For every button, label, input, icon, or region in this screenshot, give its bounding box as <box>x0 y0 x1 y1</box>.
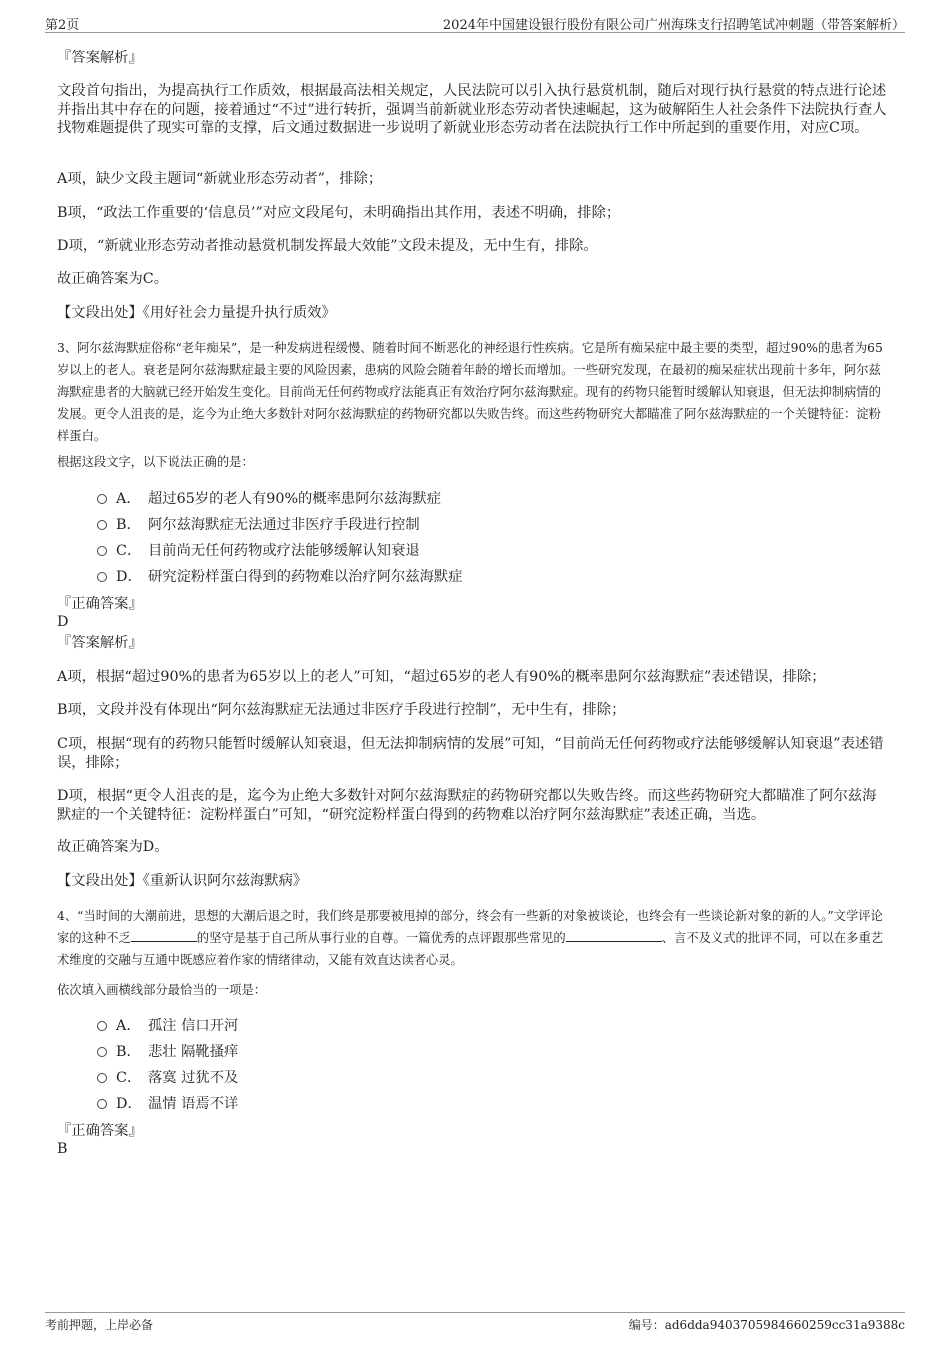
page-number: 第2页 <box>45 18 80 33</box>
q3-option-b[interactable]: B． 阿尔兹海默症无法通过非医疗手段进行控制 <box>97 516 420 534</box>
q2-conclusion: 故正确答案为C。 <box>57 271 169 287</box>
q3-analysis-label: 『答案解析』 <box>57 635 143 651</box>
q3-source: 【文段出处】《重新认识阿尔兹海默病》 <box>57 873 308 889</box>
q2-analysis-a: A项，缺少文段主题词“新就业形态劳动者”，排除； <box>57 171 383 187</box>
radio-icon[interactable] <box>97 1021 107 1031</box>
q3-passage: 3、阿尔兹海默症俗称“老年痴呆”，是一种发病进程缓慢、随着时间不断恶化的神经退行性疾病。它是所有痴呆症中最主要的类型，超过90%的患者为65岁以上的老人。衰老是阿尔兹海默症最主要的风险因素，患病的风险会随着年龄的增长而增加。一些研究发现，在最初的痴呆症状出现前十多年，阿尔兹海默症患者的大脑就已经开始发生变化。目前尚无任何药物或疗法能真正有效治疗阿尔兹海默症。现有的药物只能暂时缓解认知衰退，但无法抑制病情的发展。更令人沮丧的是，迄今为止绝大多数针对阿尔兹海默症的药物研究都以失败告终。而这些药物研究大都瞄准了阿尔兹海默症的一个关键特征：淀粉样蛋白。 <box>57 341 883 443</box>
radio-icon[interactable] <box>97 1073 107 1083</box>
q2-analysis-b: B项，“政法工作重要的‘信息员’”对应文段尾句，未明确指出其作用，表述不明确，排除； <box>57 205 621 221</box>
q3-analysis-c: C项，根据“现有的药物只能暂时缓解认知衰退，但无法抑制病情的发展”可知，“目前尚无任何药物或疗法能够缓解认知衰退”表述错误，排除； <box>57 736 884 771</box>
radio-icon[interactable] <box>97 1047 107 1057</box>
q3-analysis-b: B项，文段并没有体现出“阿尔兹海默症无法通过非医疗手段进行控制”，无中生有，排除； <box>57 702 626 718</box>
radio-icon[interactable] <box>97 1099 107 1109</box>
q4-passage: 4、“当时间的大潮前进，思想的大潮后退之时，我们终是那要被甩掉的部分，终会有一些新的对象被谈论，也终会有一些谈论新对象的新的人。”文学评论家的这种不乏 的坚守是基于自己所从事行业的自尊。一篇优秀的点评跟那些常见的 、言不及义式的批评不同，可以在多重艺术维度的交融与互通中既感应着作家的情绪律动，又能有效直达读者心灵。 <box>57 909 884 967</box>
q2-source: 【文段出处】《用好社会力量提升执行质效》 <box>57 305 336 321</box>
q3-option-d[interactable]: D． 研究淀粉样蛋白得到的药物难以治疗阿尔兹海默症 <box>97 568 463 586</box>
q3-option-a[interactable]: A． 超过65岁的老人有90%的概率患阿尔兹海默症 <box>97 490 441 508</box>
q3-stem: 根据这段文字，以下说法正确的是： <box>57 455 254 469</box>
page-header <box>45 14 905 33</box>
q3-analysis-a: A项，根据“超过90%的患者为65岁以上的老人”可知，“超过65岁的老人有90%的概率患阿尔兹海默症”表述错误，排除； <box>57 669 826 685</box>
q4-answer: B <box>57 1141 68 1157</box>
footer-slogan: 考前押题，上岸必备 <box>45 1318 154 1332</box>
q3-analysis-d: D项，根据“更令人沮丧的是，迄今为止绝大多数针对阿尔兹海默症的药物研究都以失败告终。而这些药物研究大都瞄准了阿尔兹海默症的一个关键特征：淀粉样蛋白”可知，“研究淀粉样蛋白得到的药物难以治疗阿尔兹海默症”表述正确，当选。 <box>57 788 877 823</box>
q3-answer-label: 『正确答案』 <box>57 596 143 612</box>
q2-analysis-label: 『答案解析』 <box>57 50 143 66</box>
fill-blank-1 <box>131 928 197 942</box>
radio-icon[interactable] <box>97 546 107 556</box>
q2-analysis-d: D项，“新就业形态劳动者推动悬赏机制发挥最大效能”文段未提及，无中生有，排除。 <box>57 238 598 254</box>
q4-option-d[interactable]: D． 温情 语焉不详 <box>97 1095 238 1113</box>
fill-blank-2 <box>566 928 662 942</box>
q4-option-b[interactable]: B． 悲壮 隔靴搔痒 <box>97 1043 238 1061</box>
page-footer <box>45 1312 905 1332</box>
radio-icon[interactable] <box>97 572 107 582</box>
q4-answer-label: 『正确答案』 <box>57 1123 143 1139</box>
document-title: 2024年中国建设银行股份有限公司广州海珠支行招聘笔试冲刺题（带答案解析） <box>442 18 905 33</box>
q4-option-a[interactable]: A． 孤注 信口开河 <box>97 1017 238 1035</box>
radio-icon[interactable] <box>97 494 107 504</box>
radio-icon[interactable] <box>97 520 107 530</box>
q2-analysis-text: 文段首句指出，为提高执行工作质效，根据最高法相关规定，人民法院可以引入执行悬赏机制，随后对现行执行悬赏的特点进行论述并指出其中存在的问题，接着通过“不过”进行转折，强调当前新就业形态劳动者快速崛起，这为破解陌生人社会条件下法院执行查人找物难题提供了现实可靠的支撑，后文通过数据进一步说明了新就业形态劳动者在法院执行工作中所起到的重要作用，对应C项。 <box>57 83 887 136</box>
q3-option-c[interactable]: C． 目前尚无任何药物或疗法能够缓解认知衰退 <box>97 542 420 560</box>
q4-stem: 依次填入画横线部分最恰当的一项是： <box>57 983 267 997</box>
q4-option-c[interactable]: C． 落寞 过犹不及 <box>97 1069 238 1087</box>
q3-answer: D <box>57 614 69 630</box>
q3-conclusion: 故正确答案为D。 <box>57 839 169 855</box>
document-id: 编号：ad6dda9403705984660259cc31a9388c <box>628 1318 905 1332</box>
